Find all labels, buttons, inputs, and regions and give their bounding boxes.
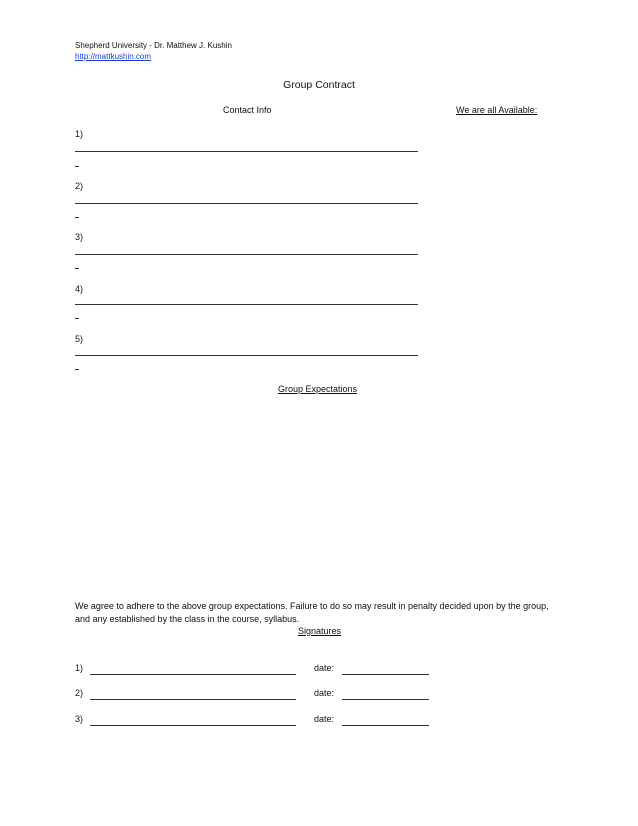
member-contact-line-1: [75, 151, 418, 152]
date-line-3: [342, 725, 429, 726]
date-label-1: date:: [314, 663, 335, 673]
expectations-label: Group Expectations: [278, 384, 358, 394]
page-title: Group Contract: [283, 79, 355, 91]
member-contact-line-tail-2: [75, 217, 79, 218]
signature-line-1: [90, 674, 296, 675]
member-contact-line-tail-1: [75, 166, 79, 167]
availability-label: We are all Available:: [456, 105, 538, 115]
signature-number-2: 2): [75, 688, 84, 698]
date-label-2: date:: [314, 688, 335, 698]
member-contact-line-3: [75, 254, 418, 255]
member-contact-line-tail-5: [75, 369, 79, 370]
signature-number-1: 1): [75, 663, 84, 673]
signature-line-2: [90, 699, 296, 700]
member-number-4: 4): [75, 284, 84, 294]
member-contact-line-4: [75, 304, 418, 305]
signatures-label: Signatures: [298, 626, 342, 636]
member-number-5: 5): [75, 334, 84, 344]
signature-number-3: 3): [75, 714, 84, 724]
agreement-text: We agree to adhere to the above group expectations. Failure to do so may result in penalty decided upon by the group, and any established by the class in the course, syllabus.: [75, 601, 549, 624]
member-contact-line-5: [75, 355, 418, 356]
date-label-3: date:: [314, 714, 335, 724]
header-link[interactable]: http://mattkushin.com: [75, 52, 152, 61]
date-line-2: [342, 699, 429, 700]
member-number-3: 3): [75, 232, 84, 242]
member-number-1: 1): [75, 129, 84, 139]
member-contact-line-tail-3: [75, 268, 79, 269]
header-source: Shepherd University - Dr. Matthew J. Kushin: [75, 41, 232, 50]
member-number-2: 2): [75, 181, 84, 191]
member-contact-line-2: [75, 203, 418, 204]
contact-info-label: Contact Info: [223, 105, 272, 115]
member-contact-line-tail-4: [75, 318, 79, 319]
date-line-1: [342, 674, 429, 675]
signature-line-3: [90, 725, 296, 726]
